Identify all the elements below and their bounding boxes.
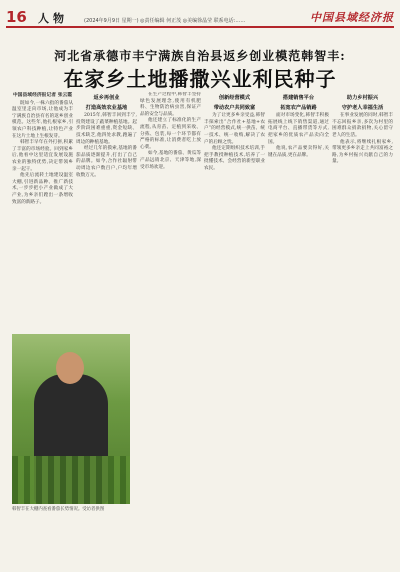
- paragraph: 在生产过程中,韩智丰坚持绿色发展理念,使用有机肥料、生物防治病虫害,保证产品的安全与品质。: [140, 92, 201, 117]
- article-photo: [12, 334, 130, 504]
- masthead-logo: 中国县域经济报: [310, 11, 394, 24]
- paragraph: 为了让更多乡亲受益,韩智丰探索出“合作社+基地+农户”的经营模式,统一供苗、统一技术、统一收购,解决了农户的后顾之忧。: [204, 113, 265, 145]
- paragraph: 他说,农产品要卖得好,关键在品质,更在品牌。: [268, 146, 329, 158]
- article-column-1: [12, 92, 73, 328]
- article-kicker: 河北省承德市丰宁满族自治县返乡创业模范韩智丰:: [54, 49, 346, 63]
- photo-plants: [12, 456, 130, 504]
- paragraph: 他表示,将继续扎根家乡,带领更多乡亲走上共同富裕之路,为乡村振兴贡献自己的力量。: [332, 139, 393, 165]
- paragraph: 面对市场变化,韩智丰积极拓展线上线下销售渠道,通过电商平台、直播带货等方式,把家乡的优质农产品卖向全国。: [268, 113, 329, 145]
- paragraph: 2015年,韩智丰回到丰宁,投资建设了蔬菜种植基地。起步阶段困难重重,资金短缺、技术缺乏,他四处求教,跑遍了周边的种植基地。: [76, 113, 137, 145]
- paragraph: 他还定期组织技术培训,手把手教授种植技术,培养了一批懂技术、会经营的新型职业农民。: [204, 146, 265, 171]
- page-header: [6, 2, 394, 28]
- paragraph: 既如今,一株六指的番茄从温室里走向市场,让他成为丰宁满族自治县有名的返乡创业模范。这些年,他扎根家乡,引领农户科技种植,让特色产业在这片土地上生根发芽。: [12, 100, 73, 139]
- subheading: 助力乡村振兴: [346, 95, 379, 101]
- paragraph: 韩智丰早年在外打拼,积累了丰富的市场经验。回到家乡后,他看中这里适宜发展设施农业的独特优势,决定带领乡亲一起干。: [12, 140, 73, 172]
- page-number: 16: [6, 8, 27, 26]
- photo-caption: 韩智丰在大棚内查看番茄长势情况。受访者供图: [12, 507, 105, 512]
- byline: 中国县域经济报记者 张云霞: [12, 92, 73, 98]
- article-column-2: [76, 92, 137, 328]
- section-label: 人物: [38, 12, 68, 25]
- paragraph: 他还建立了标准化的生产流程,从育苗、定植到采收、分拣、包装,每一个环节都有严格的标准,让消费者吃上放心菜。: [140, 118, 201, 150]
- article-column-3: [140, 92, 201, 562]
- article-column-6: [332, 92, 393, 562]
- article-column-4: [204, 92, 265, 562]
- subheading: 带动农户共同致富: [213, 104, 256, 111]
- paragraph: 如今,基地的番茄、黄瓜等产品远销北京、天津等地,深受市场欢迎。: [140, 151, 201, 170]
- subheading: 拓宽农产品销路: [280, 104, 317, 111]
- paragraph: 他先后流转土地建设温室大棚,引进新品种、推广新技术,一步步把小产业做成了大产业,为乡亲们蹚出一条增收致富的新路子。: [12, 173, 73, 205]
- subheading: 打造高效农业基地: [85, 104, 128, 111]
- photo-person-head: [56, 352, 84, 384]
- subheading: 返乡再创业: [93, 95, 120, 101]
- dateline: (2024年9月9日 星期一) ◎责任编辑 何正茂 ◎美编徐晶莹 联系电话:……: [84, 18, 246, 24]
- article-column-5: [268, 92, 329, 562]
- article-headline: 在家乡土地播撒兴业利民种子: [63, 67, 337, 91]
- subheading: 守护老人幸福生活: [341, 104, 384, 111]
- paragraph: 经过几年的摸索,基地的番茄品质逐渐提升,打出了自己的品牌。如今,合作社辐射带动周边农户数百户,户均年增收数万元。: [76, 146, 137, 178]
- paragraph: 在事业发展的同时,韩智丰不忘回报乡亲,多次为村里的困难群众捐款捐物,关心留守老人的生活。: [332, 113, 393, 138]
- subheading: 搭建销售平台: [282, 95, 315, 101]
- subheading: 创新经营模式: [218, 95, 251, 101]
